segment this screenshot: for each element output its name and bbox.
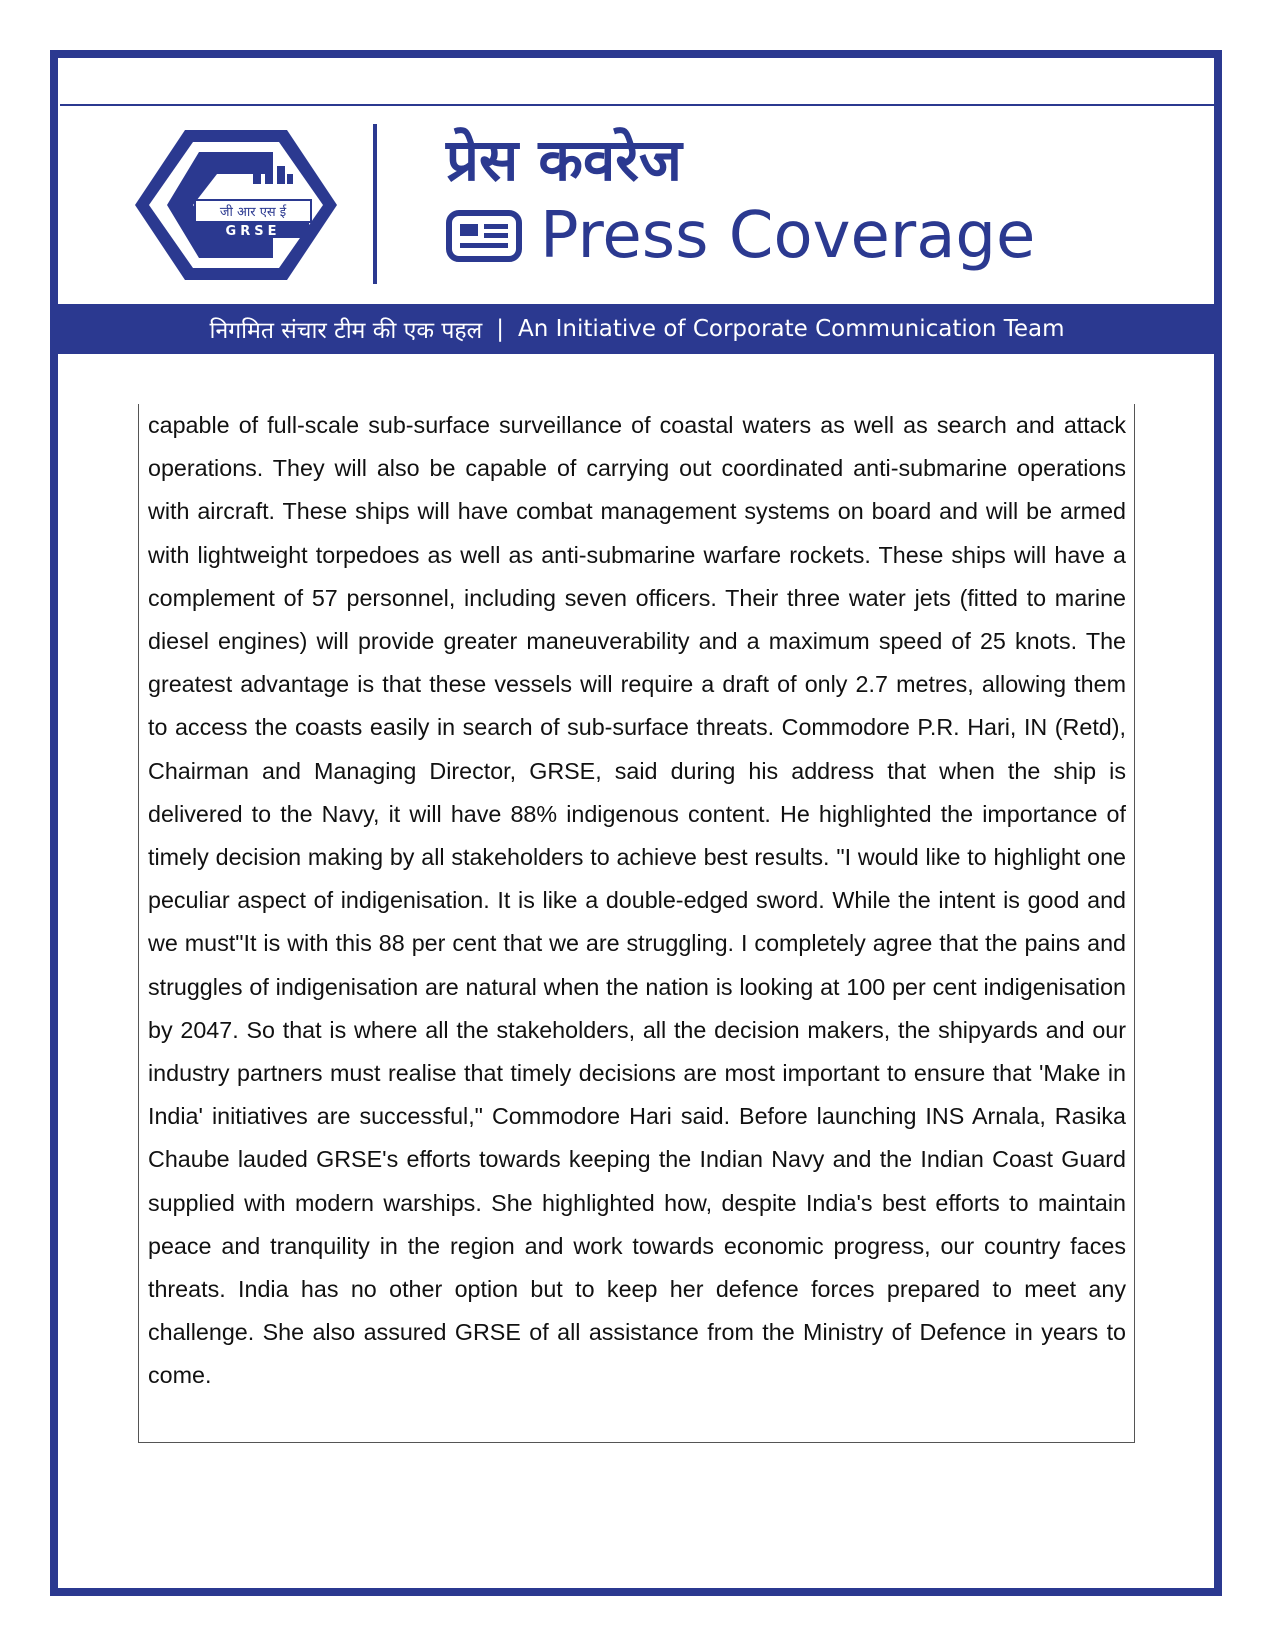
newspaper-icon (446, 210, 522, 262)
logo-hindi-text: जी आर एस ई (219, 205, 287, 220)
header-top-rule (60, 104, 1214, 106)
page-title-english: Press Coverage (540, 199, 1036, 273)
header-divider (373, 124, 377, 284)
logo-english-text: GRSE (225, 224, 281, 239)
page-title-hindi: प्रेस कवरेज (446, 126, 682, 194)
banner-separator: | (496, 316, 504, 342)
article-body: capable of full-scale sub-surface surveillance of coastal waters as well as search and attack operations. They will also be capable of carrying out coordinated anti-submarine operations with aircraft. These ships will have combat management systems on board and will be armed with lightweight torpedoes as well as anti-submarine warfare rockets. These ships will have a complement of 57 personnel, including seven officers. Their three water jets (fitted to marine diesel engines) will provide greater maneuverability and a maximum speed of 25 knots. The greatest advantage is that these vessels will require a draft of only 2.7 metres, allowing them to access the coasts easily in search of sub-surface threats. Commodore P.R. Hari, IN (Retd), Chairman and Managing Director, GRSE, said during his address that when the ship is delivered to the Navy, it will have 88% indigenous content. He highlighted the importance of timely decision making by all stakeholders to achieve best results. "I would like to highlight one peculiar aspect of indigenisation. It is like a double-edged sword. While the intent is good and we must"It is with this 88 per cent that we are struggling. I completely agree that the pains and struggles of indigenisation are natural when the nation is looking at 100 per cent indigenisation by 2047. So that is where all the stakeholders, all the decision makers, the shipyards and our industry partners must realise that timely decisions are most important to ensure that 'Make in India' initiatives are successful," Commodore Hari said. Before launching INS Arnala, Rasika Chaube lauded GRSE's efforts towards keeping the Indian Navy and the Indian Coast Guard supplied with modern warships. She highlighted how, despite India's best efforts to maintain peace and tranquility in the region and work towards economic progress, our country faces threats. India has no other option but to keep her defence forces prepared to meet any challenge. She also assured GRSE of all assistance from the Ministry of Defence in years to come. (148, 412, 1126, 1389)
banner-hindi-text: निगमित संचार टीम की एक पहल (209, 318, 483, 344)
initiative-banner (58, 304, 1216, 354)
banner-english-text: An Initiative of Corporate Communication Team (517, 316, 1065, 342)
grse-logo (133, 128, 339, 282)
